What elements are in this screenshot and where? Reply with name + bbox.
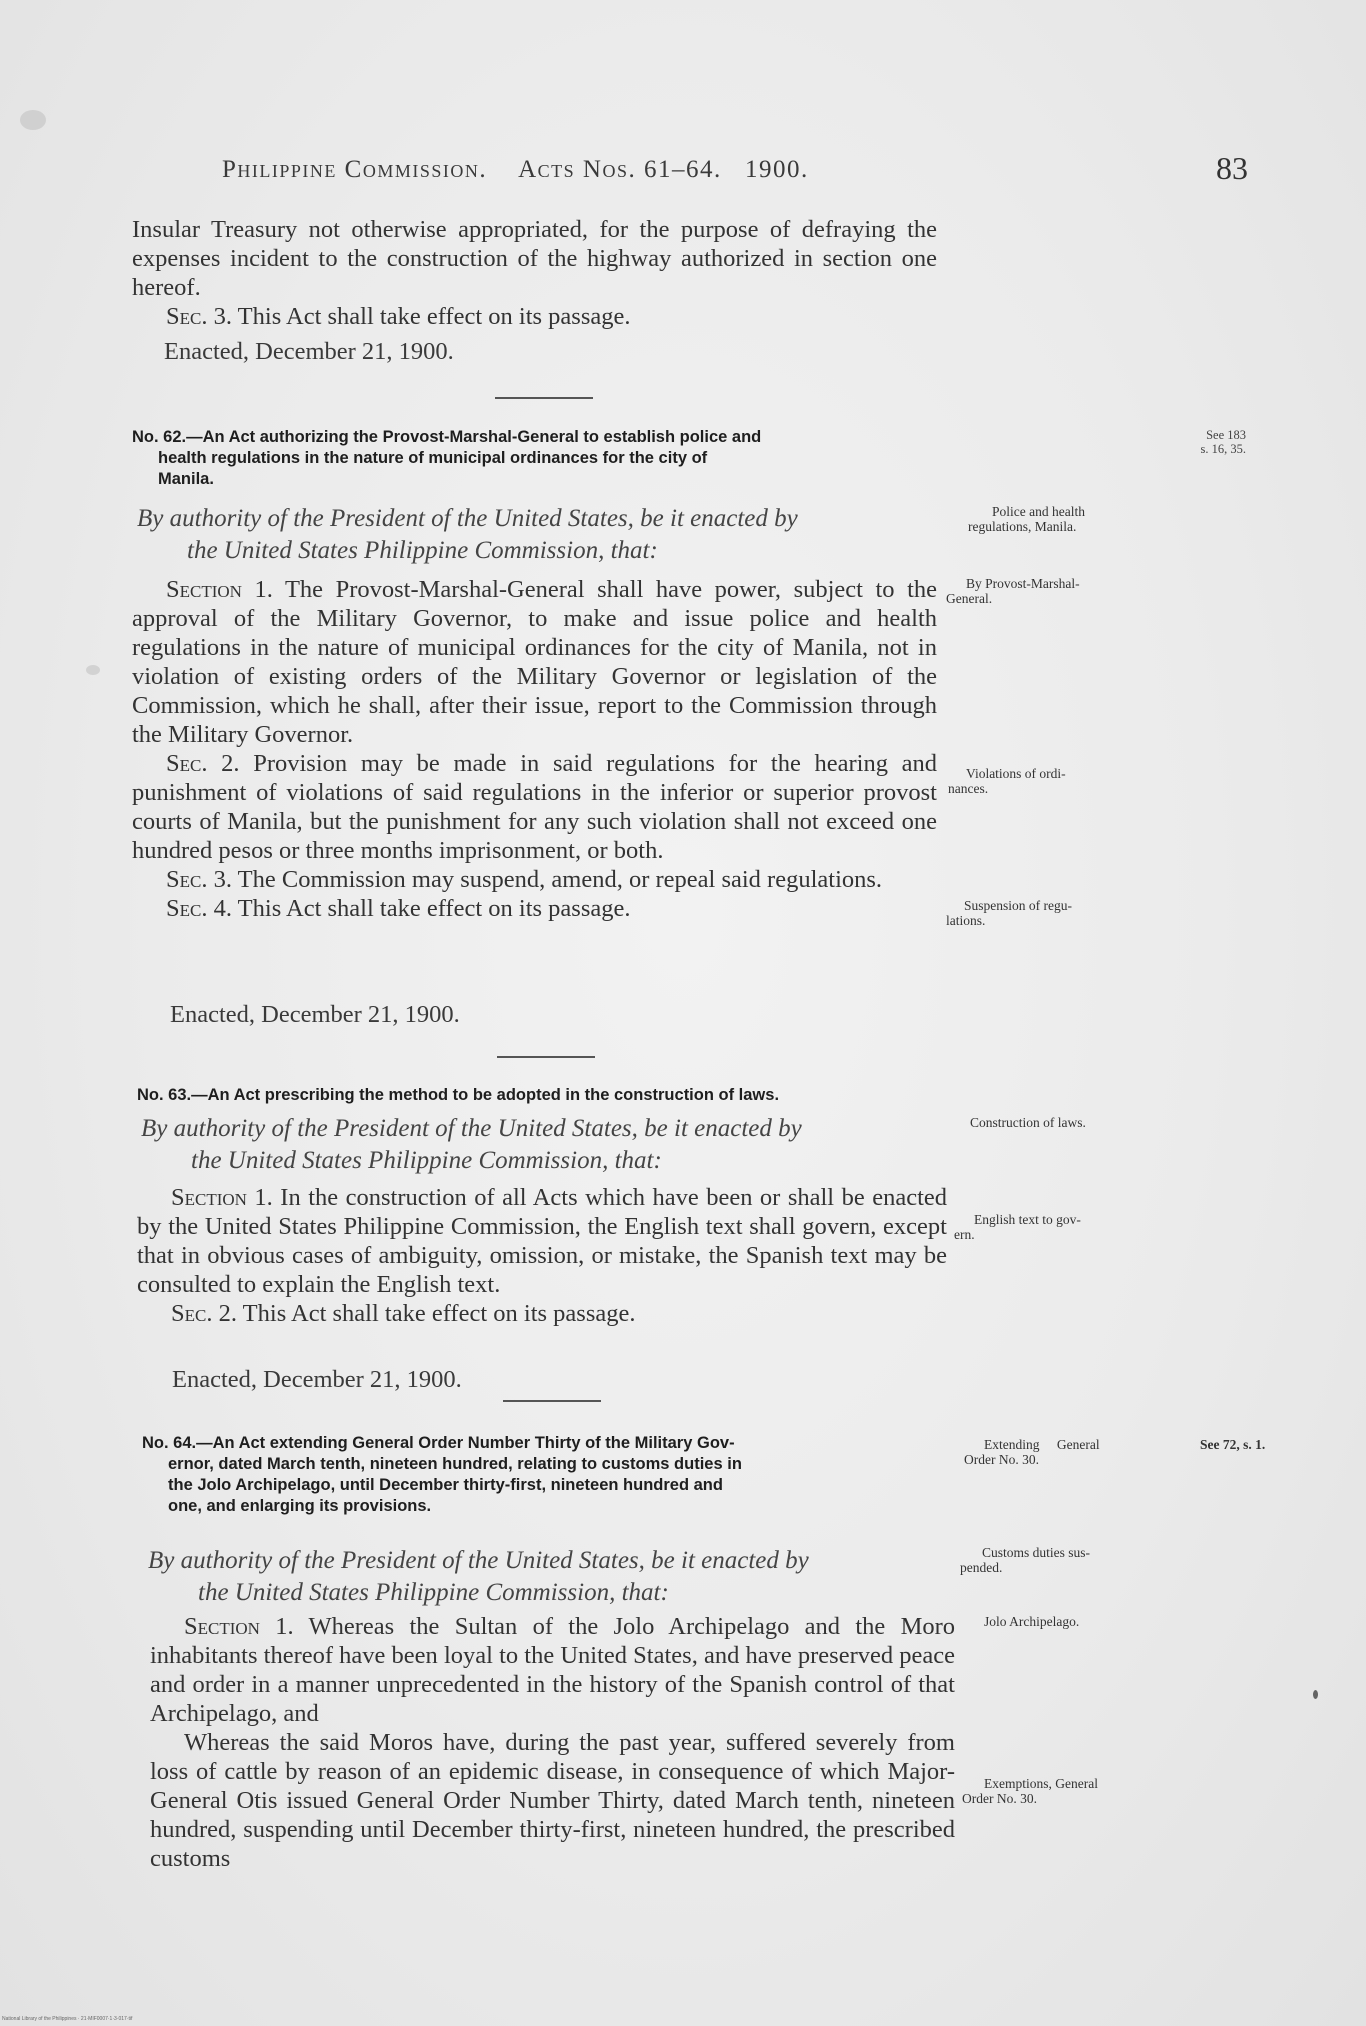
note-extending-line2: Order No. 30. [964,1452,1039,1467]
act61-paragraph: Insular Treasury not otherwise appropriated, for the purpose of defraying the expenses incident to the construction of the highway authorized in section one hereof. [132,216,937,301]
act63-sections [137,1183,947,1328]
note-provost-line2: General. [946,591,993,606]
scan-speck [1313,1690,1318,1699]
section-divider [495,397,593,399]
act64-title-line4: one, and enlarging its provisions. [168,1497,432,1515]
act63-margin-note-english [954,1212,1164,1242]
act64-number: No. 64. [142,1434,197,1452]
act62-title-line2: health regulations in the nature of municipal ordinances for the city of [158,449,708,467]
act64-sec1-label: Section 1. [184,1613,294,1640]
act62-ref-line1: See 183 [1206,428,1246,442]
act62-margin-note-provost [946,576,1156,606]
act62-sec1-text: The Provost-Marshal-General shall have power, subject to the approval of the Military Governor, to make and issue police and health regulations in the nature of municipal ordinances for the city of Manila, not in violation of existing orders of the Military Governor or legislation of the Commission, which he shall, after their issue, report to the Commission through the Military Governor. [132,576,938,748]
section-divider [503,1400,601,1402]
act62-sec3-label: Sec. 3. [166,866,232,893]
note-suspension-line1: Suspension of regu- [964,898,1072,913]
act64-enacting-clause [148,1545,968,1609]
act62-authority-line2: the United States Philippine Commission, that: [187,537,658,564]
act62-sec2-label: Sec. 2. [166,750,240,777]
header-year: 1900. [744,156,809,183]
act62-title-line1: —An Act authorizing the Provost-Marshal-General to establish police and [186,428,762,446]
act63-margin-note-construction: Construction of laws. [970,1115,1086,1130]
running-header [222,156,809,184]
note-exemptions-line1: Exemptions, General [984,1776,1098,1791]
note-police-line1: Police and health [992,504,1085,519]
act63-authority-line2: the United States Philippine Commission, that: [191,1147,662,1174]
act62-sec1-label: Section 1. [166,576,273,603]
act62-sections [132,575,937,923]
act64-sections [150,1612,955,1873]
act62-margin-note-suspension [946,898,1156,928]
running-title: Philippine Commission. [222,156,488,183]
act63-authority-line1: By authority of the President of the United States, be it enacted by [141,1115,802,1142]
act62-title [132,427,952,490]
act63-title [137,1085,957,1106]
act64-sec1-text: Whereas the Sultan of the Jolo Archipelago and the Moro inhabitants thereof have been loyal to the United States, and have preserved peace and order in a manner unprecedented in the history of the Spanish control of that Archipelago, and [150,1613,956,1727]
act61-enacted: Enacted, December 21, 1900. [164,338,454,365]
act63-sec2-text: This Act shall take effect on its passage. [242,1300,636,1327]
note-extending-line1: Extending General [984,1437,1100,1452]
note-suspension-line2: lations. [946,913,986,928]
act64-margin-note-jolo: Jolo Archipelago. [984,1614,1080,1629]
act62-ref-line2: s. 16, 35. [1200,442,1246,456]
act62-sec2-text: Provision may be made in said regulations for the hearing and punishment of violations of said regulations in the inferior or superior provost courts of Manila, but the punishment for any such violation shall not exceed one hundred pesos or three months imprisonment, or both. [132,750,938,864]
act64-cross-reference: See 72, s. 1. [1200,1437,1266,1452]
note-exemptions-line2: Order No. 30. [962,1791,1037,1806]
note-police-line2: regulations, Manila. [968,519,1077,534]
note-provost-line1: By Provost-Marshal- [966,576,1080,591]
act64-margin-note-exemptions [962,1776,1172,1806]
note-english-line2: ern. [954,1227,975,1242]
act63-sec1-text: In the construction of all Acts which have been or shall be enacted by the United States Philippine Commission, the English text shall govern, except that in obvious cases of ambiguity, omission, or mistake, the Spanish text may be consulted to explain the English text. [137,1184,947,1298]
note-customs-line2: pended. [960,1560,1003,1575]
act64-title-line1: —An Act extending General Order Number Thirty of the Military Gov- [196,1434,735,1452]
act61-end [132,215,937,331]
act61-sec3-label: Sec. 3. [166,303,232,330]
act62-enacted: Enacted, December 21, 1900. [170,1001,460,1028]
note-violations-line2: nances. [948,781,989,796]
act62-margin-note-police [968,504,1168,534]
section-divider [497,1056,595,1058]
act63-sec1-label: Section 1. [171,1184,273,1211]
act63-title-line1: —An Act prescribing the method to be adopted in the construction of laws. [191,1086,780,1104]
note-english-line1: English text to gov- [974,1212,1081,1227]
act62-cross-reference [1128,428,1246,456]
page-number: 83 [1216,150,1248,186]
act64-whereas2: Whereas the said Moros have, during the past year, suffered severely from loss of cattle by reason of an epidemic disease, in consequence of which Major-General Otis issued General Order Number Thirty, dated March tenth, nineteen hundred, suspending until December thirty-first, nineteen hundred, the prescribed customs [150,1729,955,1872]
scan-footer: National Library of the Philippines · 21·MIF0007·1·3·017·tif [2,2016,133,2022]
act62-sec4-label: Sec. 4. [166,895,232,922]
acts-range: Acts Nos. 61–64. [518,156,722,183]
act63-sec2-label: Sec. 2. [171,1300,237,1327]
scan-smudge [20,110,46,130]
act62-title-line3: Manila. [158,470,214,488]
act64-title-line2: ernor, dated March tenth, nineteen hundred, relating to customs duties in [168,1455,742,1473]
scan-smudge [86,665,100,675]
note-customs-line1: Customs duties sus- [982,1545,1091,1560]
act62-authority-line1: By authority of the President of the United States, be it enacted by [137,505,798,532]
act64-title [142,1433,962,1517]
act64-margin-note-extending [964,1437,1174,1467]
act64-authority-line1: By authority of the President of the United States, be it enacted by [148,1547,809,1574]
act63-number: No. 63. [137,1086,192,1104]
act62-number: No. 62. [132,428,187,446]
act63-enacted: Enacted, December 21, 1900. [172,1366,462,1393]
act62-sec4-text: This Act shall take effect on its passage. [237,895,631,922]
act64-margin-note-customs [960,1545,1170,1575]
act62-enacting-clause [137,503,957,567]
act64-authority-line2: the United States Philippine Commission, that: [198,1579,669,1606]
note-violations-line1: Violations of ordi- [966,766,1066,781]
act62-margin-note-violations [948,766,1158,796]
act62-sec3-text: The Commission may suspend, amend, or repeal said regulations. [237,866,883,893]
act63-enacting-clause [141,1113,961,1177]
act64-title-line3: the Jolo Archipelago, until December thirty-first, nineteen hundred and [168,1476,723,1494]
act61-sec3-text: This Act shall take effect on its passage. [237,303,631,330]
